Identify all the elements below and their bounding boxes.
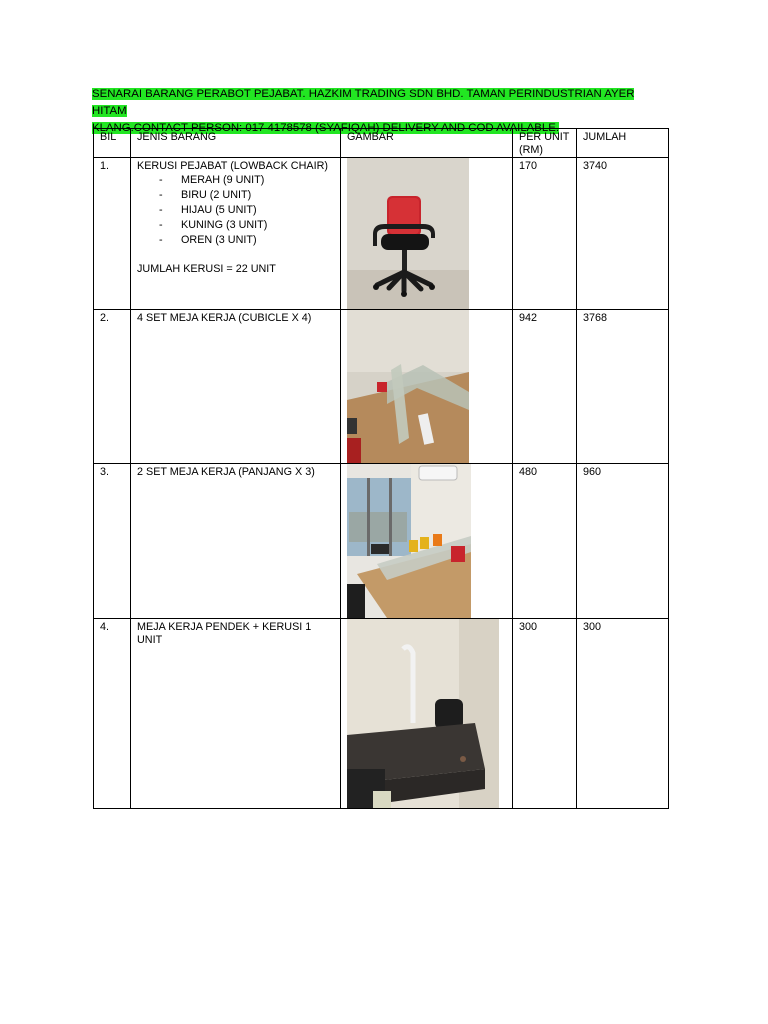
table-row — [94, 619, 669, 809]
col-header-jumlah: JUMLAH — [583, 131, 627, 143]
item-name: MEJA KERJA PENDEK + KERUSI 1 UNIT — [137, 621, 312, 646]
list-item: - HIJAU (5 UNIT) — [159, 204, 257, 216]
row-number: 4. — [100, 621, 110, 633]
table-row — [94, 464, 669, 619]
item-name: 2 SET MEJA KERJA (PANJANG X 3) — [137, 466, 315, 478]
color-list — [137, 173, 334, 248]
item-name: 4 SET MEJA KERJA (CUBICLE X 4) — [137, 312, 312, 324]
short-desk-chair-photo — [347, 619, 499, 808]
price-total: 3768 — [583, 312, 608, 324]
office-chair-photo — [347, 158, 469, 309]
price-total: 960 — [583, 466, 602, 478]
price-per-unit: 300 — [519, 621, 538, 633]
chair-total-note: JUMLAH KERUSI = 22 UNIT — [137, 263, 276, 275]
col-header-jenis-barang: JENIS BARANG — [137, 131, 217, 143]
row-number: 1. — [100, 160, 110, 172]
col-header-per-unit: PER UNIT (RM) — [519, 131, 570, 156]
row-number: 2. — [100, 312, 110, 324]
cubicle-desk-photo — [347, 310, 469, 463]
list-item: - KUNING (3 UNIT) — [159, 219, 268, 231]
list-item: - BIRU (2 UNIT) — [159, 189, 252, 201]
table-header-row — [94, 129, 669, 158]
table-row — [94, 310, 669, 464]
list-item: - MERAH (9 UNIT) — [159, 174, 265, 186]
header-line-2: KLANG.CONTACT PERSON: 017 4178578 (SYAFIQAH) DELIVERY AND COD AVAILABLE. — [92, 122, 559, 134]
table-row — [94, 158, 669, 310]
price-total: 3740 — [583, 160, 608, 172]
price-total: 300 — [583, 621, 602, 633]
row-number: 3. — [100, 466, 110, 478]
list-item: - OREN (3 UNIT) — [159, 234, 257, 246]
col-header-bil: BIL — [100, 131, 117, 143]
long-desk-photo — [347, 464, 471, 618]
col-header-gambar: GAMBAR — [347, 131, 394, 143]
furniture-table — [93, 128, 669, 809]
header-line-1: SENARAI BARANG PERABOT PEJABAT. HAZKIM TRADING SDN BHD. TAMAN PERINDUSTRIAN AYER HITAM — [92, 88, 635, 117]
price-per-unit: 942 — [519, 312, 538, 324]
price-per-unit: 170 — [519, 160, 538, 172]
item-name: KERUSI PEJABAT (LOWBACK CHAIR) — [137, 160, 328, 172]
price-per-unit: 480 — [519, 466, 538, 478]
